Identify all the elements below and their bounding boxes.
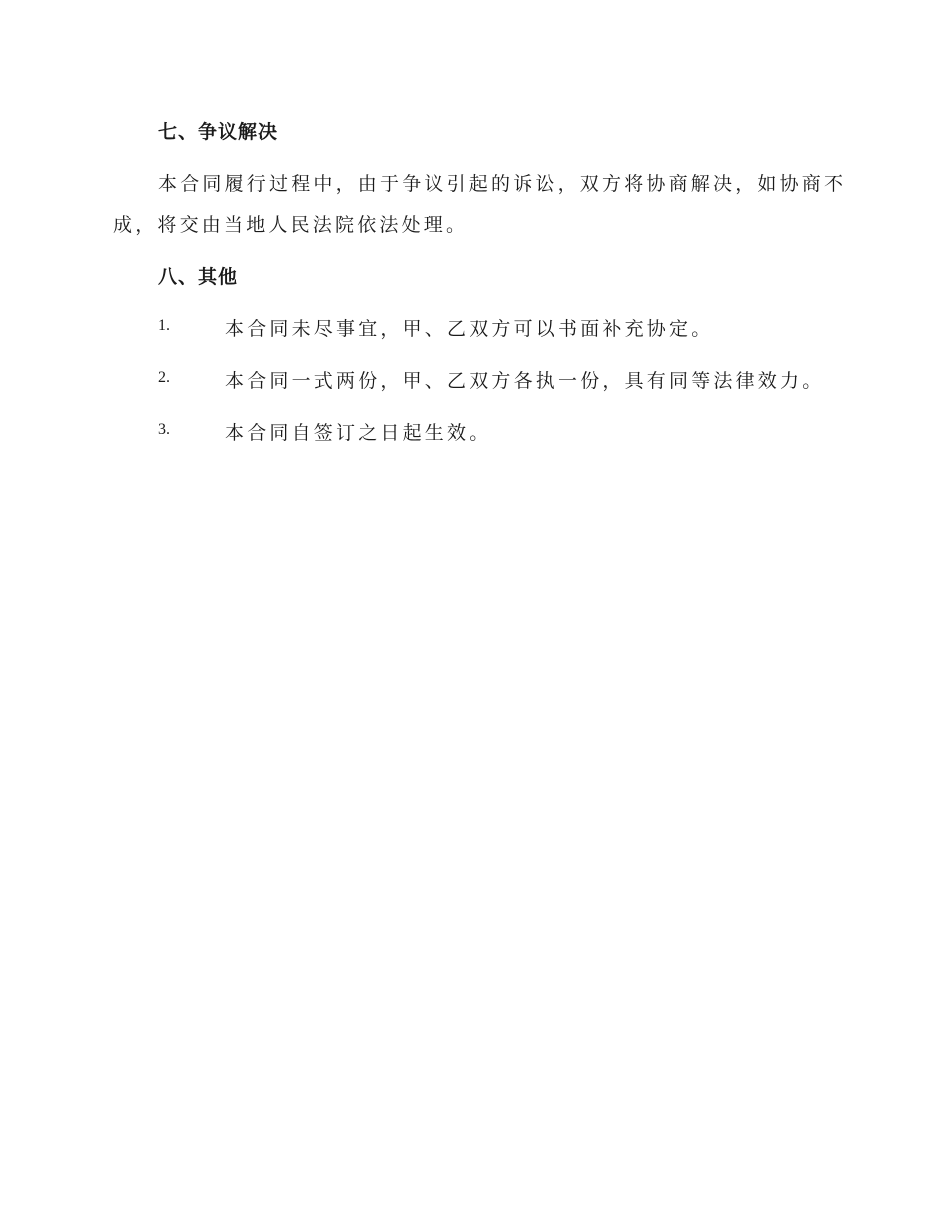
list-item-text: 本合同未尽事宜，甲、乙双方可以书面补充协定。 [225, 318, 714, 340]
list-item-text: 本合同一式两份，甲、乙双方各执一份，具有同等法律效力。 [225, 370, 825, 392]
list-item-number: 3. [158, 421, 170, 438]
list-item [158, 366, 838, 390]
section-heading-dispute-resolution: 七、争议解决 [158, 121, 279, 143]
list-item [158, 418, 838, 442]
paragraph-line: 本合同履行过程中，由于争议引起的诉讼，双方将协商解决，如协商不 [158, 173, 847, 195]
list-item-number: 2. [158, 369, 170, 386]
section-heading-other: 八、其他 [158, 266, 239, 288]
list-item-number: 1. [158, 317, 170, 334]
paragraph-line: 成，将交由当地人民法院依法处理。 [113, 214, 469, 236]
list-item-text: 本合同自签订之日起生效。 [225, 422, 492, 444]
list-item [158, 314, 838, 338]
